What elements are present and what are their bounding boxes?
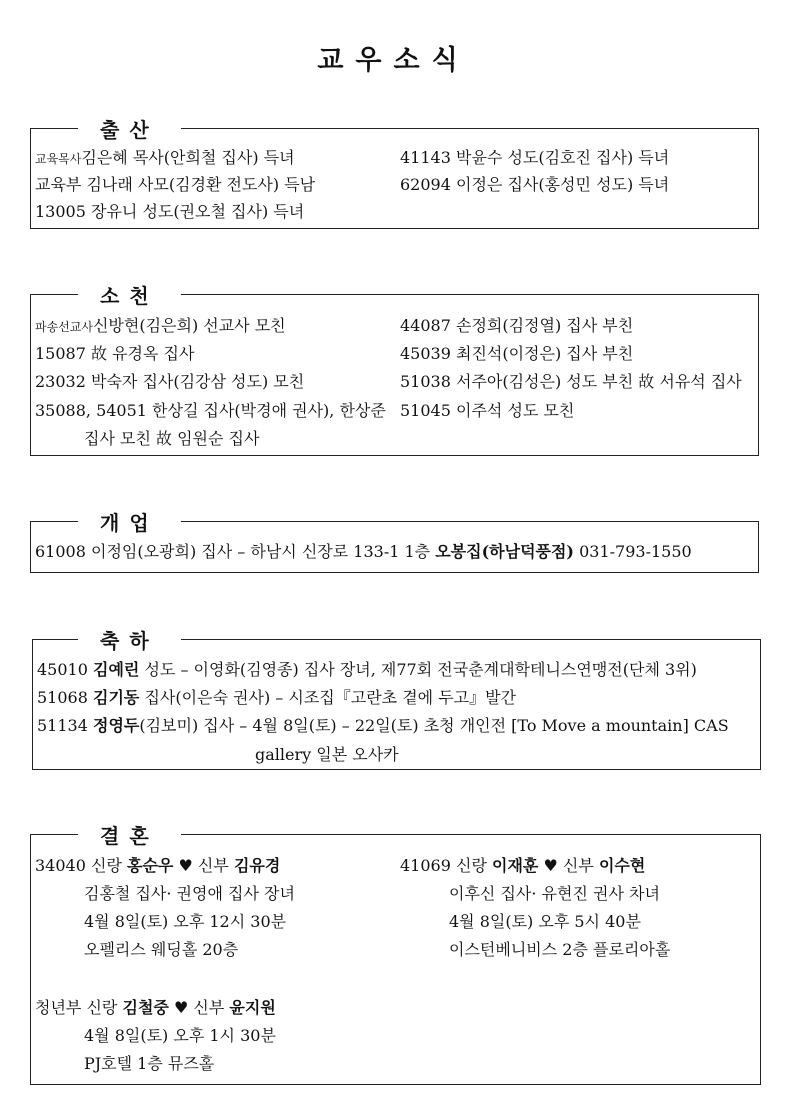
wedding-couple-3-time: 4월 8일(토) 오후 1시 30분 — [84, 1026, 276, 1045]
wedding-couple-3-venue: PJ호텔 1층 뮤즈홀 — [84, 1054, 215, 1073]
death-left-1: 파송선교사신방현(김은희) 선교사 모친 — [35, 316, 286, 335]
wedding-couple-2-venue: 이스턴베니비스 2층 플로리아홀 — [449, 940, 671, 959]
birth-left-2: 교육부 김나래 사모(김경환 전도사) 득남 — [35, 175, 316, 194]
death-left-3: 23032 박숙자 집사(김강삼 성도) 모친 — [35, 372, 305, 391]
birth-right-1: 41143 박윤수 성도(김호진 집사) 득녀 — [400, 148, 670, 167]
death-right-3: 51038 서주아(김성은) 성도 부친 故 서유석 집사 — [400, 372, 742, 391]
birth-heading: 출산 — [78, 114, 181, 143]
death-heading: 소천 — [78, 280, 181, 309]
birth-right-2: 62094 이정은 집사(홍성민 성도) 득녀 — [400, 175, 670, 194]
wedding-couple-1-venue: 오펠리스 웨딩홀 20층 — [84, 940, 239, 959]
death-left-2: 15087 故 유경옥 집사 — [35, 344, 195, 363]
wedding-heading: 결혼 — [78, 820, 181, 849]
death-right-2: 45039 최진석(이정은) 집사 부친 — [400, 344, 634, 363]
birth-left-1: 교육목사김은혜 목사(안희철 집사) 득녀 — [35, 148, 295, 167]
wedding-couple-1-time: 4월 8일(토) 오후 12시 30분 — [84, 912, 287, 931]
wedding-couple-2-parents: 이후신 집사· 유현진 권사 차녀 — [449, 884, 660, 903]
heart-icon: ♥ — [173, 998, 189, 1017]
birth-left-3: 13005 장유니 성도(권오철 집사) 득녀 — [35, 202, 305, 221]
wedding-couple-1-parents: 김홍철 집사· 권영애 집사 장녀 — [84, 884, 295, 903]
death-right-4: 51045 이주석 성도 모친 — [400, 401, 575, 420]
congrats-heading: 축하 — [78, 625, 181, 654]
page-title: 교우소식 — [317, 45, 470, 76]
death-right-1: 44087 손정희(김정열) 집사 부친 — [400, 316, 634, 335]
congrats-continuation: gallery 일본 오사카 — [255, 745, 399, 764]
death-left-5: 집사 모친 故 임원순 집사 — [84, 429, 260, 448]
congrats-item-2: 51068 김기동 집사(이은숙 권사) – 시조집『고란초 곁에 두고』발간 — [37, 688, 517, 707]
congrats-item-3: 51134 정영두(김보미) 집사 – 4월 8일(토) – 22일(토) 초청 개인전 [To Move a mountain] CAS — [37, 716, 729, 735]
wedding-couple-2-time: 4월 8일(토) 오후 5시 40분 — [449, 912, 641, 931]
wedding-couple-2: 41069 신랑 이재훈 ♥ 신부 이수현 — [400, 856, 646, 875]
death-left-4: 35088, 54051 한상길 집사(박경애 권사), 한상준 — [35, 401, 386, 420]
wedding-couple-1: 34040 신랑 홍순우 ♥ 신부 김유경 — [35, 856, 281, 875]
congrats-item-1: 45010 김예린 성도 – 이영화(김영종) 집사 장녀, 제77회 전국춘계대학테니스연맹전(단체 3위) — [37, 660, 697, 679]
heart-icon: ♥ — [543, 856, 558, 875]
business-heading: 개업 — [78, 507, 181, 536]
heart-icon: ♥ — [178, 856, 193, 875]
wedding-couple-3: 청년부 신랑 김철중 ♥ 신부 윤지원 — [35, 998, 276, 1017]
business-line: 61008 이정임(오광희) 집사 – 하남시 신장로 133-1 1층 오봉집(하남덕풍점) 031-793-1550 — [35, 542, 692, 561]
